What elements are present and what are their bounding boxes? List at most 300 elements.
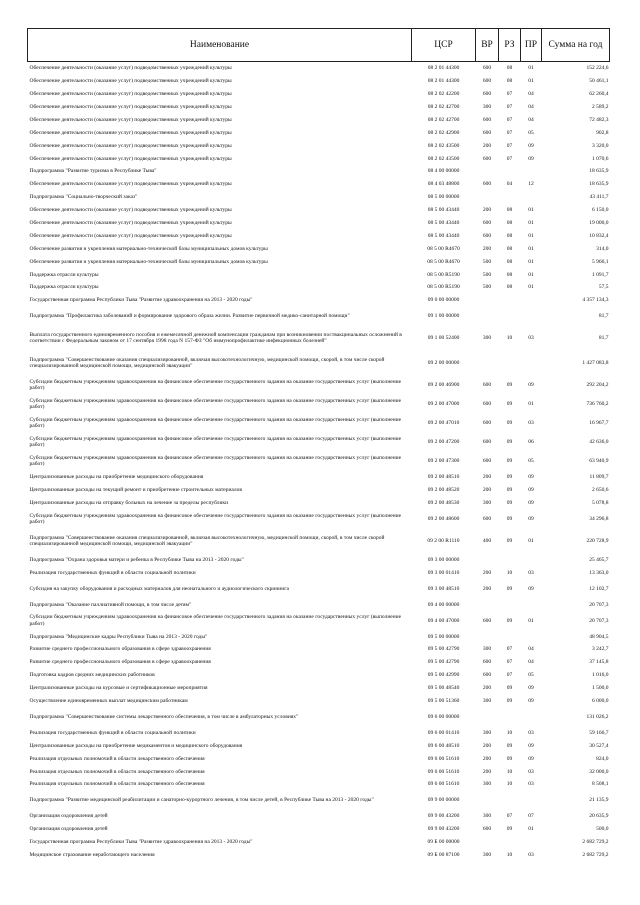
header-vr: ВР bbox=[476, 29, 499, 62]
cell-name: Обеспечение деятельности (оказание услуг) подведомственных учреждений культуры bbox=[29, 232, 232, 239]
cell-vr: 600 bbox=[482, 401, 492, 408]
cell-pr: 01 bbox=[528, 232, 534, 239]
cell-pr: 09 bbox=[528, 474, 534, 481]
cell-csr: 08 5 00 43440 bbox=[427, 232, 460, 239]
cell-name: Подпрограмма "Социально-творческий заказ" bbox=[29, 194, 138, 201]
cell-sum: 500,0 bbox=[596, 826, 609, 833]
cell-csr: 09 6 00 51610 bbox=[427, 768, 460, 775]
table-row bbox=[28, 656, 610, 669]
cell-csr: 08 2 02 42700 bbox=[427, 116, 460, 123]
cell-name: Обеспечение развития и укрепления материально-технической базы муниципальных домов культуры bbox=[29, 245, 268, 252]
cell-vr bbox=[476, 294, 499, 307]
cell-vr: 600 bbox=[482, 458, 492, 465]
table-row bbox=[28, 165, 610, 178]
cell-pr bbox=[521, 351, 542, 376]
cell-rz: 07 bbox=[506, 659, 513, 666]
cell-name: Поддержка отрасли культуры bbox=[29, 284, 99, 291]
table-row bbox=[28, 554, 610, 567]
cell-pr: 09 bbox=[528, 742, 534, 749]
cell-pr: 05 bbox=[528, 129, 534, 136]
cell-csr: 09 5 00 42790 bbox=[427, 646, 460, 653]
table-row bbox=[28, 217, 610, 230]
cell-pr: 04 bbox=[528, 91, 534, 98]
cell-vr bbox=[476, 165, 499, 178]
cell-vr: 600 bbox=[482, 382, 492, 389]
cell-vr: 300 bbox=[482, 335, 492, 342]
table-row bbox=[28, 579, 610, 598]
cell-pr: 09 bbox=[528, 142, 534, 149]
table-row bbox=[28, 611, 610, 630]
cell-name: Реализация отдельных полномочий в области лекарственного обеспечения bbox=[29, 768, 205, 775]
cell-name: Развитие среднего профессионального образования в сфере здравоохранения bbox=[29, 659, 211, 666]
budget-sheet bbox=[27, 28, 609, 862]
cell-csr: 08 5 00 00000 bbox=[427, 194, 460, 201]
cell-rz: 10 bbox=[506, 729, 513, 736]
cell-vr: 600 bbox=[482, 129, 492, 136]
cell-name: Подпрограмма "Совершенствование системы лекарственного обеспечения, в том числе в амбулаторных условиях" bbox=[29, 713, 299, 720]
cell-csr: 09 2 00 47000 bbox=[427, 401, 460, 408]
cell-vr: 200 bbox=[482, 245, 492, 252]
cell-name: Государственная программа Республики Тыва "Развитие здравоохранения на 2013 - 2020 годы" bbox=[29, 297, 253, 304]
cell-sum: 2 682 729,2 bbox=[582, 852, 609, 859]
table-row bbox=[28, 433, 610, 452]
cell-vr: 200 bbox=[482, 768, 492, 775]
cell-rz: 09 bbox=[506, 698, 513, 705]
cell-name: Реализация отдельных полномочий в области лекарственного обеспечения bbox=[29, 755, 205, 762]
cell-csr: 09 5 00 42990 bbox=[427, 672, 460, 679]
cell-sum: 16 967,7 bbox=[589, 420, 609, 427]
cell-pr: 12 bbox=[528, 181, 534, 188]
cell-sum: 18 635,9 bbox=[589, 181, 609, 188]
cell-csr: 08 5 00 43440 bbox=[427, 207, 460, 214]
table-row bbox=[28, 230, 610, 243]
cell-sum: 1 427 083,8 bbox=[582, 360, 609, 367]
cell-sum: 18 635,9 bbox=[589, 168, 609, 175]
header-pr: ПР bbox=[521, 29, 542, 62]
cell-vr: 300 bbox=[482, 698, 492, 705]
cell-rz: 09 bbox=[506, 458, 513, 465]
cell-sum: 81,7 bbox=[598, 335, 609, 342]
cell-sum: 292 204,2 bbox=[586, 382, 609, 389]
cell-rz: 09 bbox=[506, 537, 513, 544]
cell-vr: 200 bbox=[482, 207, 492, 214]
cell-csr: 09 9 00 43200 bbox=[427, 813, 460, 820]
cell-pr bbox=[521, 294, 542, 307]
cell-sum: 220 728,9 bbox=[586, 537, 609, 544]
cell-name: Обеспечение деятельности (оказание услуг) подведомственных учреждений культуры bbox=[29, 219, 232, 226]
cell-vr: 300 bbox=[482, 813, 492, 820]
cell-sum: 19 000,0 bbox=[589, 219, 609, 226]
cell-name: Выплата государственного единовременного пособия и ежемесячной денежной компенсации гражданам при возникновении поствакцинальных осложнений в соответствии с Федеральным законом от 17 сентября 1998 года N 157-ФЗ "Об иммунопрофилактике инфекционных болезней" bbox=[29, 332, 402, 345]
cell-name: Медицинское страхование неработающего населения bbox=[29, 852, 155, 859]
cell-name: Субсидии бюджетным учреждениям здравоохранения на финансовое обеспечение государственного задания на оказание государственных услуг (выполнение работ) bbox=[29, 455, 402, 468]
cell-csr: 09 6 00 00000 bbox=[427, 713, 460, 720]
cell-rz bbox=[499, 836, 521, 849]
table-row bbox=[28, 204, 610, 217]
cell-name: Субсидия на закупку оборудования и расходных материалов для неонатального и аудиологического скрининга bbox=[29, 585, 289, 592]
cell-vr: 200 bbox=[482, 487, 492, 494]
cell-pr: 01 bbox=[528, 65, 534, 72]
cell-csr: 09 2 00 48530 bbox=[427, 500, 460, 506]
table-row bbox=[28, 191, 610, 204]
cell-rz: 09 bbox=[506, 617, 513, 624]
table-row bbox=[28, 682, 610, 695]
cell-csr: 09 9 00 00000 bbox=[427, 797, 460, 804]
cell-vr: 200 bbox=[482, 755, 492, 762]
cell-vr: 500 bbox=[482, 258, 492, 265]
table-row bbox=[28, 101, 610, 114]
cell-pr: 01 bbox=[528, 617, 534, 624]
cell-rz: 07 bbox=[506, 672, 513, 679]
table-row bbox=[28, 242, 610, 255]
cell-name: Подпрограмма "Профилактика заболеваний и формирование здорового образа жизни. Развитие первичной медико-санитарной помощи" bbox=[29, 313, 350, 320]
cell-csr: 09 2 00 47200 bbox=[427, 439, 460, 446]
cell-vr: 600 bbox=[482, 826, 492, 833]
cell-csr: 09 2 00 48600 bbox=[427, 515, 460, 522]
table-row bbox=[28, 255, 610, 268]
cell-rz bbox=[499, 191, 521, 204]
cell-pr: 01 bbox=[528, 537, 534, 544]
cell-sum: 2 589,2 bbox=[592, 103, 609, 110]
cell-sum: 25 465,7 bbox=[589, 556, 609, 563]
cell-pr bbox=[521, 836, 542, 849]
cell-rz: 04 bbox=[506, 181, 513, 188]
table-row bbox=[28, 88, 610, 101]
cell-name: Реализация отдельных полномочий в области лекарственного обеспечения bbox=[29, 781, 205, 788]
cell-name: Осуществление единовременных выплат медицинским работникам bbox=[29, 698, 188, 705]
cell-sum: 6 150,0 bbox=[592, 207, 609, 214]
cell-pr: 05 bbox=[528, 672, 534, 679]
cell-sum: 2 682 729,2 bbox=[582, 839, 609, 846]
cell-sum: 37 145,8 bbox=[589, 659, 609, 666]
cell-name: Обеспечение деятельности (оказание услуг) подведомственных учреждений культуры bbox=[29, 181, 232, 188]
cell-pr: 03 bbox=[528, 781, 534, 788]
cell-csr: 09 5 00 42790 bbox=[427, 659, 460, 666]
cell-pr: 05 bbox=[528, 458, 534, 465]
cell-csr: 08 4 00 00000 bbox=[427, 168, 460, 175]
cell-rz: 09 bbox=[506, 515, 513, 522]
cell-name: Обеспечение развития и укрепления материально-технической базы муниципальных домов культуры bbox=[29, 258, 268, 265]
cell-csr: 09 5 00 00000 bbox=[427, 633, 460, 640]
table-row bbox=[28, 529, 610, 554]
cell-csr: 09 3 00 01410 bbox=[427, 569, 460, 576]
cell-vr: 300 bbox=[482, 781, 492, 788]
cell-pr: 01 bbox=[528, 401, 534, 408]
cell-sum: 34 296,8 bbox=[589, 515, 609, 522]
cell-name: Организация оздоровления детей bbox=[29, 826, 108, 833]
cell-name: Обеспечение деятельности (оказание услуг) подведомственных учреждений культуры bbox=[29, 91, 232, 98]
cell-pr: 09 bbox=[528, 382, 534, 389]
cell-sum: 2 650,6 bbox=[592, 487, 609, 494]
cell-name: Централизованные расходы на отправку больных на лечение за пределы республики bbox=[29, 500, 229, 506]
cell-sum: 3 320,0 bbox=[592, 142, 609, 149]
cell-rz: 09 bbox=[506, 585, 513, 592]
cell-pr: 09 bbox=[528, 585, 534, 592]
cell-pr bbox=[521, 708, 542, 727]
cell-csr: 08 5 00 R4670 bbox=[427, 245, 460, 252]
cell-sum: 57,5 bbox=[598, 284, 609, 291]
table-row bbox=[28, 778, 610, 791]
cell-csr: 09 2 00 00000 bbox=[427, 360, 460, 367]
header-sum: Сумма на год bbox=[542, 29, 610, 62]
table-row bbox=[28, 152, 610, 165]
cell-pr: 04 bbox=[528, 646, 534, 653]
cell-pr: 01 bbox=[528, 271, 534, 278]
table-row bbox=[28, 727, 610, 740]
table-row bbox=[28, 740, 610, 753]
cell-sum: 314,0 bbox=[596, 245, 609, 252]
cell-csr: 09 Б 00 00000 bbox=[427, 839, 460, 846]
cell-name: Подпрограмма "Развитие туризма в Республике Тыва" bbox=[29, 168, 157, 175]
cell-rz: 08 bbox=[506, 219, 513, 226]
cell-csr: 09 2 00 48510 bbox=[427, 474, 460, 481]
cell-pr: 09 bbox=[528, 487, 534, 494]
table-row bbox=[28, 497, 610, 510]
table-row bbox=[28, 510, 610, 529]
table-row bbox=[28, 114, 610, 127]
cell-csr: 08 5 00 R5190 bbox=[427, 284, 460, 291]
cell-csr: 08 5 00 R4670 bbox=[427, 258, 460, 265]
cell-vr: 300 bbox=[482, 852, 492, 859]
cell-csr: 08 2 01 44300 bbox=[427, 78, 460, 85]
cell-sum: 6 000,0 bbox=[592, 698, 609, 705]
cell-pr bbox=[521, 191, 542, 204]
cell-vr: 600 bbox=[482, 232, 492, 239]
cell-vr: 500 bbox=[482, 284, 492, 291]
cell-name: Подпрограмма "Медицинские кадры Республики Тыва на 2013 - 2020 годы" bbox=[29, 633, 208, 640]
cell-rz: 09 bbox=[506, 487, 513, 494]
cell-rz: 07 bbox=[506, 813, 513, 820]
cell-sum: 20 635,9 bbox=[589, 813, 609, 820]
cell-name: Обеспечение деятельности (оказание услуг) подведомственных учреждений культуры bbox=[29, 207, 232, 214]
cell-vr: 400 bbox=[482, 537, 492, 544]
cell-rz: 09 bbox=[506, 755, 513, 762]
cell-name: Субсидии бюджетным учреждениям здравоохранения на финансовое обеспечение государственного задания на оказание государственных услуг (выполнение работ) bbox=[29, 398, 402, 411]
cell-name: Подпрограмма "Оказание паллиативной помощи, в том числе детям" bbox=[29, 601, 192, 608]
cell-rz bbox=[499, 630, 521, 643]
cell-name: Субсидии бюджетным учреждениям здравоохранения на финансовое обеспечение государственного задания на оказание государственных услуг (выполнение работ) bbox=[29, 512, 402, 526]
cell-rz: 09 bbox=[506, 439, 513, 446]
cell-name: Субсидии бюджетным учреждениям здравоохранения на финансовое обеспечение государственного задания на оказание государственных услуг (выполнение работ) bbox=[29, 379, 402, 392]
cell-name: Подпрограмма "Совершенствование оказания специализированной, включая высокотехнологичную, медицинской помощи, скорой, в том числе скорой специализированной медицинской помощи, медицинской эвакуации" bbox=[29, 357, 385, 370]
cell-vr: 300 bbox=[482, 103, 492, 110]
table-row bbox=[28, 836, 610, 849]
table-row bbox=[28, 630, 610, 643]
cell-pr: 03 bbox=[528, 569, 534, 576]
cell-rz: 07 bbox=[506, 142, 513, 149]
cell-csr: 09 6 00 01410 bbox=[427, 729, 460, 736]
cell-pr bbox=[521, 791, 542, 810]
cell-sum: 1 091,7 bbox=[592, 271, 609, 278]
cell-csr: 08 5 00 43440 bbox=[427, 219, 460, 226]
cell-sum: 4 357 134,3 bbox=[582, 297, 609, 304]
table-row bbox=[28, 281, 610, 294]
cell-pr: 09 bbox=[528, 755, 534, 762]
cell-name: Поддержка отрасли культуры bbox=[29, 271, 99, 278]
cell-vr: 500 bbox=[482, 271, 492, 278]
cell-csr: 08 2 02 43500 bbox=[427, 155, 460, 162]
cell-sum: 81,7 bbox=[598, 313, 609, 320]
table-row bbox=[28, 484, 610, 497]
cell-csr: 09 4 00 00000 bbox=[427, 601, 460, 608]
table-row bbox=[28, 351, 610, 376]
cell-vr: 600 bbox=[482, 439, 492, 446]
cell-csr: 09 9 00 43200 bbox=[427, 826, 460, 833]
table-row bbox=[28, 849, 610, 862]
cell-csr: 09 6 00 51610 bbox=[427, 781, 460, 788]
cell-sum: 12 102,7 bbox=[589, 585, 609, 592]
table-row bbox=[28, 75, 610, 88]
table-row bbox=[28, 695, 610, 708]
cell-rz: 07 bbox=[506, 91, 513, 98]
cell-csr: 09 2 00 47010 bbox=[427, 420, 460, 427]
cell-rz bbox=[499, 351, 521, 376]
cell-rz: 08 bbox=[506, 65, 513, 72]
cell-rz: 08 bbox=[506, 78, 513, 85]
cell-name: Обеспечение деятельности (оказание услуг) подведомственных учреждений культуры bbox=[29, 142, 232, 149]
cell-name: Обеспечение деятельности (оказание услуг) подведомственных учреждений культуры bbox=[29, 103, 232, 110]
cell-pr bbox=[521, 165, 542, 178]
cell-sum: 1 016,0 bbox=[592, 672, 609, 679]
cell-pr: 03 bbox=[528, 335, 534, 342]
cell-vr bbox=[476, 708, 499, 727]
cell-rz: 09 bbox=[506, 742, 513, 749]
cell-csr: 09 2 00 R1110 bbox=[427, 537, 460, 544]
cell-pr: 07 bbox=[528, 813, 534, 820]
cell-csr: 09 0 00 00000 bbox=[427, 297, 460, 304]
cell-rz bbox=[499, 791, 521, 810]
cell-pr: 09 bbox=[528, 685, 534, 692]
table-row bbox=[28, 566, 610, 579]
cell-sum: 11 809,7 bbox=[589, 474, 609, 481]
cell-vr bbox=[476, 836, 499, 849]
cell-sum: 1 070,6 bbox=[592, 155, 609, 162]
cell-sum: 63 940,9 bbox=[589, 458, 609, 465]
cell-sum: 736 760,2 bbox=[586, 401, 609, 408]
table-row bbox=[28, 598, 610, 611]
cell-pr: 01 bbox=[528, 219, 534, 226]
cell-vr: 300 bbox=[482, 500, 492, 506]
table-row bbox=[28, 471, 610, 484]
cell-rz: 08 bbox=[506, 271, 513, 278]
cell-pr: 01 bbox=[528, 78, 534, 85]
cell-rz: 10 bbox=[506, 569, 513, 576]
cell-sum: 13 363,0 bbox=[589, 569, 609, 576]
table-row bbox=[28, 823, 610, 836]
cell-pr: 04 bbox=[528, 116, 534, 123]
cell-csr: 09 1 00 00000 bbox=[427, 313, 460, 320]
cell-rz: 09 bbox=[506, 382, 513, 389]
header-name: Наименование bbox=[28, 29, 412, 62]
cell-name: Обеспечение деятельности (оказание услуг) подведомственных учреждений культуры bbox=[29, 78, 232, 85]
budget-table bbox=[27, 28, 610, 862]
cell-sum: 10 832,4 bbox=[589, 232, 609, 239]
cell-name: Централизованные расходы на текущий ремонт и приобретение строительных материалов bbox=[29, 487, 242, 494]
cell-pr: 03 bbox=[528, 852, 534, 859]
cell-sum: 824,0 bbox=[596, 755, 609, 762]
cell-pr: 04 bbox=[528, 103, 534, 110]
cell-name: Развитие среднего профессионального образования в сфере здравоохранения bbox=[29, 646, 211, 653]
cell-name: Централизованные расходы на приобретение медикаментов и медицинского оборудования bbox=[29, 742, 243, 749]
table-row bbox=[28, 294, 610, 307]
cell-pr: 09 bbox=[528, 155, 534, 162]
table-row bbox=[28, 178, 610, 191]
cell-sum: 48 904,5 bbox=[589, 633, 609, 640]
cell-rz: 08 bbox=[506, 232, 513, 239]
cell-sum: 131 026,2 bbox=[586, 713, 609, 720]
cell-vr: 600 bbox=[482, 420, 492, 427]
cell-name: Обеспечение деятельности (оказание услуг) подведомственных учреждений культуры bbox=[29, 65, 232, 72]
cell-rz: 10 bbox=[506, 768, 513, 775]
cell-name: Государственная программа Республики Тыва "Развитие здравоохранения на 2013 - 2020 годы" bbox=[29, 839, 253, 846]
cell-pr: 09 bbox=[528, 698, 534, 705]
cell-rz: 09 bbox=[506, 420, 513, 427]
cell-pr: 01 bbox=[528, 284, 534, 291]
cell-name: Субсидии бюджетным учреждениям здравоохранения на финансовое обеспечение государственного задания на оказание государственных услуг (выполнение работ) bbox=[29, 417, 402, 430]
cell-vr: 600 bbox=[482, 219, 492, 226]
cell-csr: 08 4 03 48800 bbox=[427, 181, 460, 188]
cell-rz: 08 bbox=[506, 245, 513, 252]
cell-vr: 600 bbox=[482, 659, 492, 666]
cell-rz bbox=[499, 165, 521, 178]
cell-csr: 09 2 00 46900 bbox=[427, 382, 460, 389]
cell-vr: 200 bbox=[482, 474, 492, 481]
cell-vr: 200 bbox=[482, 142, 492, 149]
cell-sum: 20 707,3 bbox=[589, 601, 609, 608]
cell-sum: 21 135,9 bbox=[589, 797, 609, 804]
header-row bbox=[28, 29, 610, 62]
table-row bbox=[28, 126, 610, 139]
cell-rz: 08 bbox=[506, 258, 513, 265]
table-row bbox=[28, 643, 610, 656]
cell-rz: 07 bbox=[506, 129, 513, 136]
cell-rz: 09 bbox=[506, 826, 513, 833]
cell-sum: 42 636,0 bbox=[589, 439, 609, 446]
table-row bbox=[28, 669, 610, 682]
cell-csr: 09 3 00 48510 bbox=[427, 585, 460, 592]
cell-vr bbox=[476, 307, 499, 326]
cell-vr bbox=[476, 554, 499, 567]
cell-pr: 04 bbox=[528, 659, 534, 666]
cell-sum: 62 260,4 bbox=[589, 91, 609, 98]
cell-name: Обеспечение деятельности (оказание услуг) подведомственных учреждений культуры bbox=[29, 155, 232, 162]
cell-csr: 09 6 00 48510 bbox=[427, 742, 460, 749]
cell-vr: 600 bbox=[482, 617, 492, 624]
cell-csr: 09 5 00 48540 bbox=[427, 685, 460, 692]
cell-vr: 600 bbox=[482, 116, 492, 123]
cell-csr: 08 2 02 42200 bbox=[427, 91, 460, 98]
cell-name: Подготовка кадров средних медицинских работников bbox=[29, 672, 155, 679]
table-row bbox=[28, 765, 610, 778]
cell-rz bbox=[499, 598, 521, 611]
cell-sum: 20 707,3 bbox=[589, 617, 609, 624]
cell-name: Подпрограмма "Охрана здоровья матери и ребенка в Республике Тыва на 2013 - 2020 годы" bbox=[29, 556, 244, 563]
cell-csr: 08 2 02 42900 bbox=[427, 129, 460, 136]
cell-vr bbox=[476, 791, 499, 810]
cell-csr: 08 2 01 44300 bbox=[427, 65, 460, 72]
cell-vr: 600 bbox=[482, 515, 492, 522]
cell-vr: 300 bbox=[482, 646, 492, 653]
cell-rz: 09 bbox=[506, 685, 513, 692]
table-row bbox=[28, 791, 610, 810]
cell-vr bbox=[476, 191, 499, 204]
cell-rz: 07 bbox=[506, 155, 513, 162]
cell-rz: 08 bbox=[506, 207, 513, 214]
cell-vr: 600 bbox=[482, 65, 492, 72]
table-row bbox=[28, 708, 610, 727]
cell-sum: 59 166,7 bbox=[589, 729, 609, 736]
table-row bbox=[28, 452, 610, 471]
